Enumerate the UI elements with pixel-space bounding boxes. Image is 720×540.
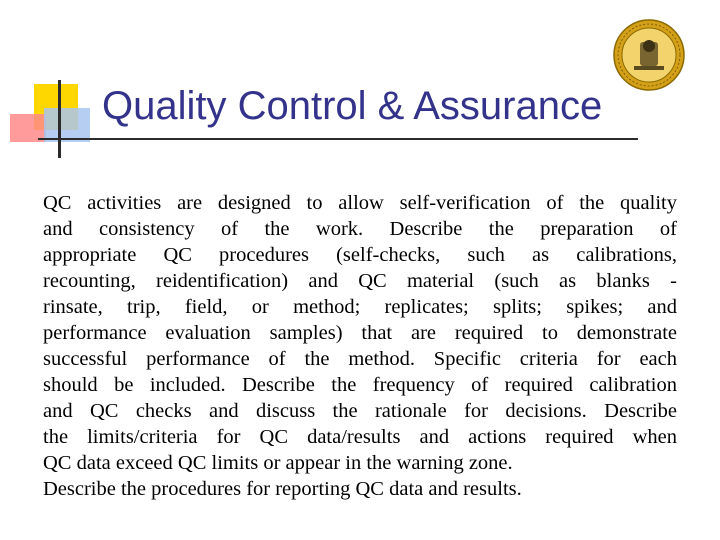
body-line: and consistency of the work. Describe the preparation of xyxy=(43,218,677,240)
body-line: QC activities are designed to allow self-verification of the quality xyxy=(43,192,677,214)
university-seal-icon xyxy=(612,18,686,92)
body-line: performance evaluation samples) that are required to demonstrate xyxy=(43,322,677,344)
decor-blue-square xyxy=(44,108,90,142)
body-line: should be included. Describe the frequency of required calibration xyxy=(43,374,677,396)
decor-vertical-line xyxy=(58,80,61,158)
title-underline xyxy=(38,138,638,140)
body-line: recounting, reidentification) and QC material (such as blanks - xyxy=(43,270,677,292)
body-line: successful performance of the method. Specific criteria for each xyxy=(43,348,677,370)
slide-title: Quality Control & Assurance xyxy=(102,84,603,128)
body-line: appropriate QC procedures (self-checks, such as calibrations, xyxy=(43,244,677,266)
body-line: Describe the procedures for reporting QC data and results. xyxy=(43,478,522,500)
body-line: the limits/criteria for QC data/results and actions required when xyxy=(43,426,677,448)
body-line: QC data exceed QC limits or appear in the warning zone. xyxy=(43,452,513,474)
body-line: and QC checks and discuss the rationale for decisions. Describe xyxy=(43,400,677,422)
slide-body xyxy=(43,190,677,502)
body-line: rinsate, trip, field, or method; replicates; splits; spikes; and xyxy=(43,296,677,318)
